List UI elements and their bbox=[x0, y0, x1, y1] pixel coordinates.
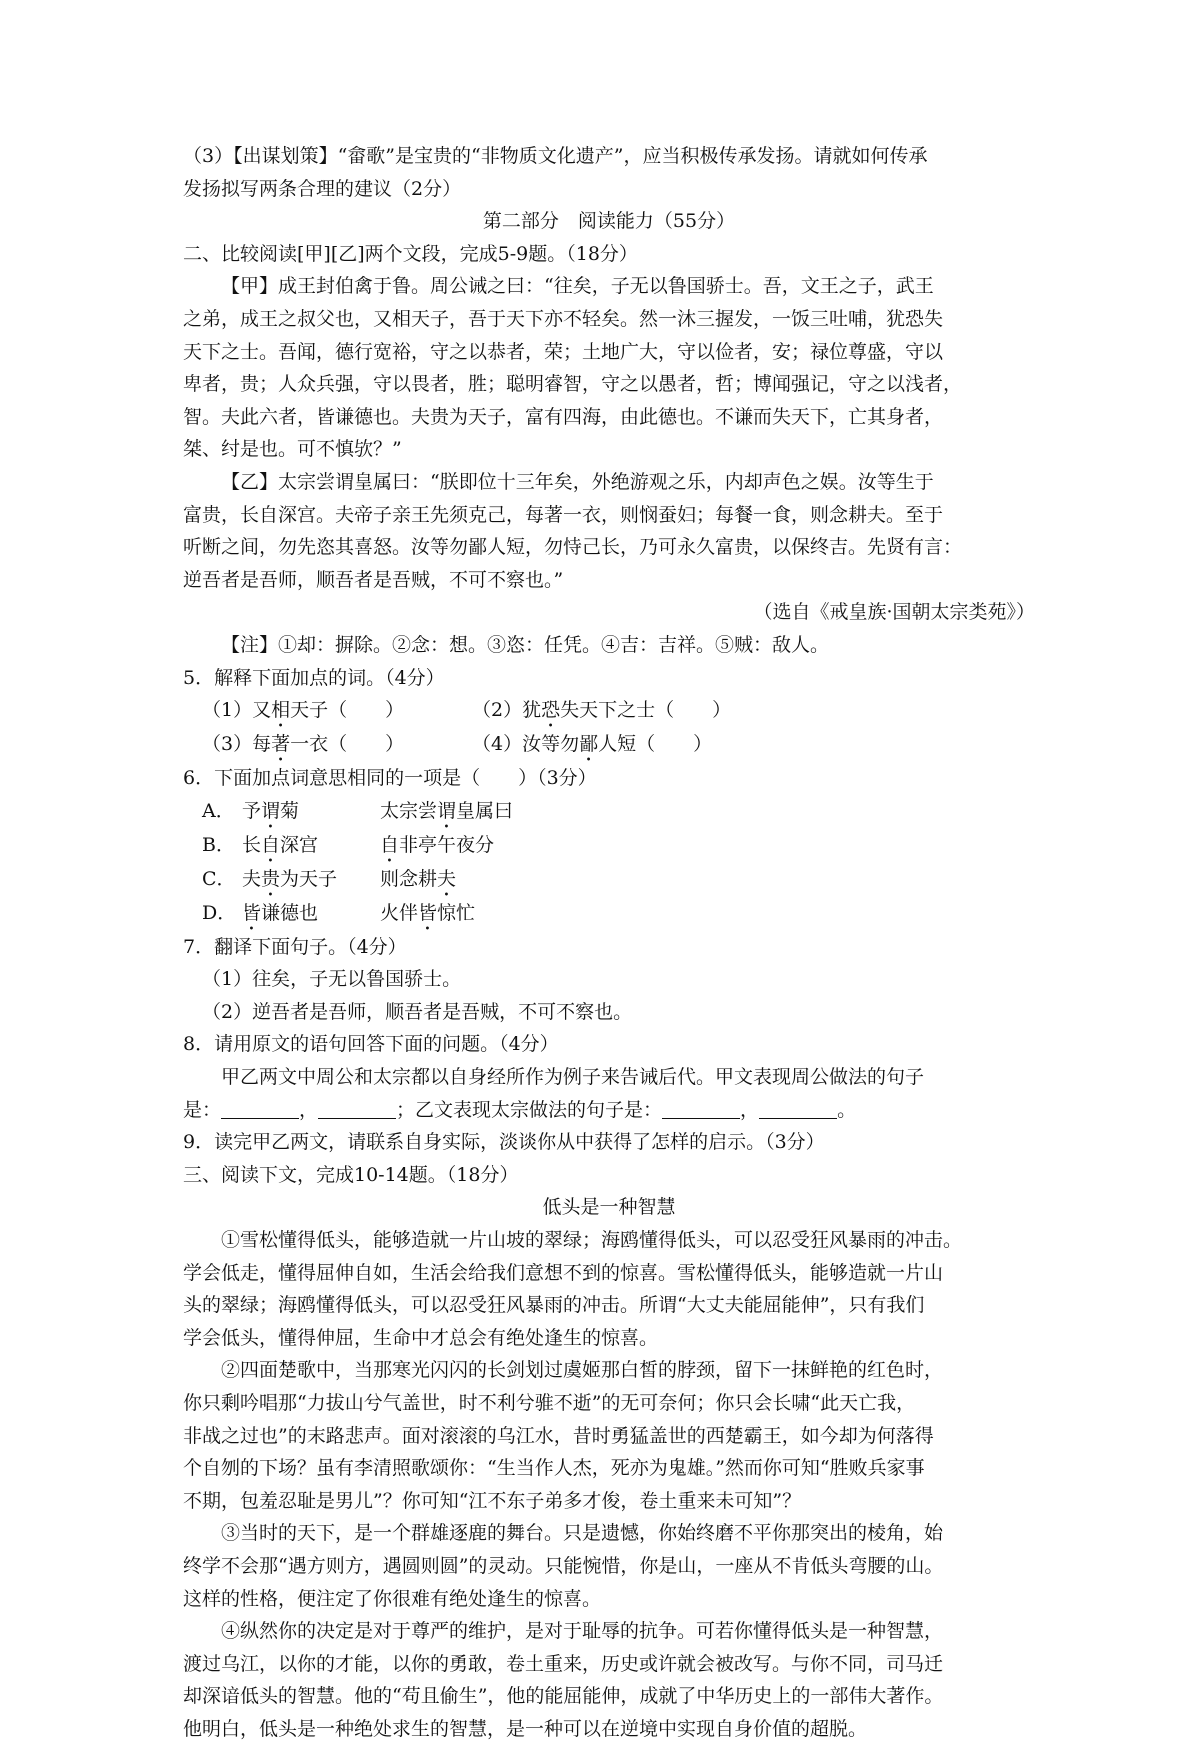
q5-item: （1）又相天子（ ） bbox=[202, 699, 405, 722]
q6-option-b: B． 长自深宫 自非亭午夜分 bbox=[202, 833, 495, 856]
q3-line-2: 发扬拟写两条合理的建议（2分） bbox=[183, 177, 462, 200]
q5-item: （4）汝等勿鄙人短（ ） bbox=[472, 733, 713, 756]
yi-line: 逆吾者是吾师，顺吾者是吾贼，不可不察也。” bbox=[183, 568, 564, 591]
answer-blank[interactable] bbox=[318, 1099, 396, 1119]
source-citation: （选自《戒皇族·国朝太宗类苑》） bbox=[753, 601, 1035, 624]
part2-title: 第二部分 阅读能力（55分） bbox=[482, 210, 736, 233]
yi-line: 听断之间，勿先恣其喜怒。汝等勿鄙人短，勿恃己长，乃可永久富贵，以保终吉。先贤有言： bbox=[183, 536, 963, 559]
q5-stem: 5．解释下面加点的词。（4分） bbox=[183, 666, 445, 689]
annotation-note: 【注】①却：摒除。②念：想。③恣：任凭。④吉：吉祥。⑤贼：敌人。 bbox=[221, 633, 830, 656]
section3-heading: 三、阅读下文，完成10-14题。（18分） bbox=[183, 1163, 519, 1186]
q5-row bbox=[183, 694, 1035, 728]
section2-heading: 二、比较阅读[甲][乙]两个文段，完成5-9题。（18分） bbox=[183, 242, 638, 265]
exam-page bbox=[183, 140, 1035, 1746]
q6-stem: 6．下面加点词意思相同的一项是（ ）（3分） bbox=[183, 767, 597, 790]
q5-item: （2）犹恐失天下之士（ ） bbox=[472, 699, 732, 722]
article-paragraph-2: ②四面楚歌中，当那寒光闪闪的长剑划过虞姬那白皙的脖颈，留下一抹鲜艳的红色时， 你只剩吟唱那“力拔山兮气盖世，时不利兮骓不逝”的无可奈何；你只会长啸“此天亡我， 非战之过也”的末路悲声。面对滚滚的乌江水，昔时勇猛盖世的西楚霸王，如今却为何落得 个自刎的下场？虽有李清照歌颂你：“生当作人杰，死亦为鬼雄。”然而你可知“胜败兵家事 不期，包羞忍耻是男儿”？你可知“江不东子弟多才俊，卷土重来未可知”？ bbox=[183, 1359, 944, 1512]
q6-option-a: A． 予谓菊 太宗尝谓皇属曰 bbox=[202, 799, 514, 822]
yi-line: 【乙】太宗尝谓皇属曰：“朕即位十三年矣，外绝游观之乐，内却声色之娱。汝等生于 bbox=[221, 470, 934, 493]
q8-line-1: 甲乙两文中周公和太宗都以自身经所作为例子来告诫后代。甲文表现周公做法的句子 bbox=[221, 1066, 925, 1089]
answer-blank[interactable] bbox=[662, 1099, 740, 1119]
q7-item: （1）往矣，子无以鲁国骄士。 bbox=[202, 968, 462, 991]
jia-line: 之弟，成王之叔父也，又相天子，吾于天下亦不轻矣。然一沐三握发，一饭三吐哺，犹恐失 bbox=[183, 307, 944, 330]
q6-option-c: C． 夫贵为天子 则念耕夫 bbox=[202, 867, 457, 890]
jia-line: 天下之士。吾闻，德行宽裕，守之以恭者，荣；土地广大，守以俭者，安；禄位尊盛，守以 bbox=[183, 340, 944, 363]
yi-line: 富贵，长自深宫。夫帝子亲王先须克己，每著一衣，则悯蚕妇；每餐一食，则念耕夫。至于 bbox=[183, 503, 944, 526]
answer-blank[interactable] bbox=[221, 1099, 299, 1119]
jia-line: 桀、纣是也。可不慎欤？” bbox=[183, 438, 402, 461]
jia-line: 智。夫此六者，皆谦德也。夫贵为天子，富有四海，由此德也。不谦而失天下，亡其身者， bbox=[183, 405, 944, 428]
q5-item: （3）每著一衣（ ） bbox=[202, 733, 405, 756]
q8-line-2: 是： ， ；乙文表现太宗做法的句子是： ， 。 bbox=[183, 1098, 857, 1121]
jia-line: 【甲】成王封伯禽于鲁。周公诫之曰：“往矣，子无以鲁国骄士。吾，文王之子，武王 bbox=[221, 275, 934, 298]
passage-yi bbox=[183, 466, 1035, 596]
q5-row bbox=[183, 728, 1035, 762]
q8-stem: 8．请用原文的语句回答下面的问题。（4分） bbox=[183, 1033, 559, 1056]
article-paragraph-4: ④纵然你的决定是对于尊严的维护，是对于耻辱的抗争。可若你懂得低头是一种智慧， 渡过乌江，以你的才能，以你的勇敢，卷土重来，历史或许就会被改写。与你不同，司马迁 却深谙低头的智慧。他的“苟且偷生”，他的能屈能伸，成就了中华历史上的一部伟大著作。 他明白，低头是一种绝处求生的智慧，是一种可以在逆境中实现自身价值的超脱。 bbox=[183, 1620, 944, 1740]
article-title: 低头是一种智慧 bbox=[542, 1196, 676, 1219]
passage-jia bbox=[183, 270, 1035, 466]
q7-stem: 7．翻译下面句子。（4分） bbox=[183, 935, 407, 958]
answer-blank[interactable] bbox=[759, 1099, 837, 1119]
q7-item: （2）逆吾者是吾师，顺吾者是吾贼，不可不察也。 bbox=[202, 1000, 633, 1023]
article-paragraph-3: ③当时的天下，是一个群雄逐鹿的舞台。只是遗憾，你始终磨不平你那突出的棱角，始 终学不会那“遇方则方，遇圆则圆”的灵动。只能惋惜，你是山，一座从不肯低头弯腰的山。 这样的性格，便注定了你很难有绝处逢生的惊喜。 bbox=[183, 1522, 944, 1610]
article-paragraph-1: ①雪松懂得低头，能够造就一片山坡的翠绿；海鸥懂得低头，可以忍受狂风暴雨的冲击。 学会低走，懂得屈伸自如，生活会给我们意想不到的惊喜。雪松懂得低头，能够造就一片山 头的翠绿；海鸥懂得低头，可以忍受狂风暴雨的冲击。所谓“大丈夫能屈能伸”，只有我们 学会低头，懂得伸屈，生命中才总会有绝处逢生的惊喜。 bbox=[183, 1229, 963, 1349]
q3-line-1: （3）【出谋划策】“畲歌”是宝贵的“非物质文化遗产”，应当积极传承发扬。请就如何传承 bbox=[183, 145, 928, 167]
jia-line: 卑者，贵；人众兵强，守以畏者，胜；聪明睿智，守之以愚者，哲；博闻强记，守之以浅者， bbox=[183, 373, 963, 396]
q6-option-d: D． 皆谦德也 火伴皆惊忙 bbox=[202, 901, 476, 924]
q9-stem: 9．读完甲乙两文，请联系自身实际，淡谈你从中获得了怎样的启示。（3分） bbox=[183, 1131, 825, 1154]
